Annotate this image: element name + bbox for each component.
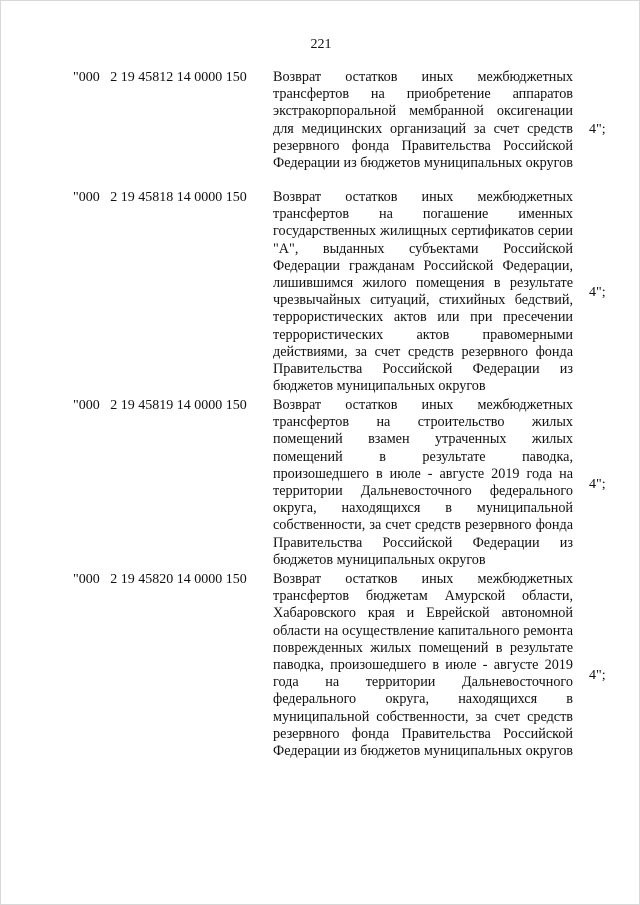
entry-description: Возврат остатков иных межбюджетных трансфертов на погашение именных государственных жилищных сертификатов серии "А", выданных субъектами Российской Федерации гражданам Российской Федерации, лишившимся жилого помещения в результате чрезвычайных ситуаций, стихийных бедствий, террористических актов или при пресечении террористических актов правомерными действиями, за счет средств резервного фонда Правительства Российской Федерации из бюджетов муниципальных округов <box>273 189 573 395</box>
entry-suffix: 4"; <box>589 285 606 300</box>
budget-classification-code: "000 2 19 45820 14 0000 150 <box>73 572 247 587</box>
entry-suffix: 4"; <box>589 122 606 137</box>
page-number: 221 <box>310 37 332 52</box>
budget-classification-code: "000 2 19 45812 14 0000 150 <box>73 70 247 85</box>
entry-description: Возврат остатков иных межбюджетных трансфертов бюджетам Амурской области, Хабаровского края и Еврейской автономной области на осуществление капитального ремонта поврежденных жилых помещений в результате паводка, произошедшего в июле - августе 2019 года на территории Дальневосточного федерального округа, находящихся в муниципальной собственности, за счет средств резервного фонда Правительства Российской Федерации из бюджетов муниципальных округов <box>273 571 573 760</box>
entry-description: Возврат остатков иных межбюджетных трансфертов на приобретение аппаратов экстракорпоральной мембранной оксигенации для медицинских организаций за счет средств резервного фонда Правительства Российской Федерации из бюджетов муниципальных округов <box>273 69 573 172</box>
budget-classification-code: "000 2 19 45819 14 0000 150 <box>73 398 247 413</box>
entry-description: Возврат остатков иных межбюджетных трансфертов на строительство жилых помещений взамен утраченных жилых помещений в результате паводка, произошедшего в июле - августе 2019 года на территории Дальневосточного федерального округа, находящихся в муниципальной собственности, за счет средств резервного фонда Правительства Российской Федерации из бюджетов муниципальных округов <box>273 397 573 568</box>
entry-suffix: 4"; <box>589 668 606 683</box>
entry-suffix: 4"; <box>589 477 606 492</box>
budget-classification-code: "000 2 19 45818 14 0000 150 <box>73 190 247 205</box>
